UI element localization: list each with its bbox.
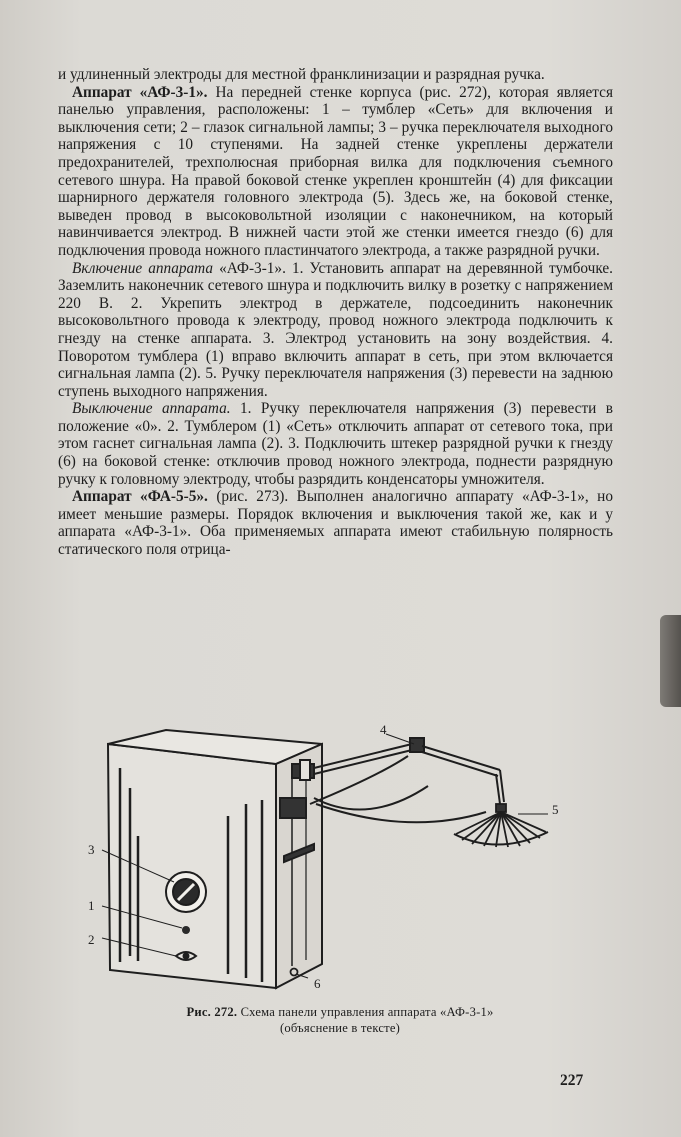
paragraph xyxy=(58,400,613,488)
voltage-switch-knob xyxy=(166,872,206,912)
figure-caption xyxy=(80,1004,600,1036)
paragraph-run: На передней стенке корпуса (рис. 272), которая является панелью управления, расположены: 1 – тумблер «Сеть» для включения и выключения сети; 2 – глазок сигнальной лампы; 3 – ручка переключателя выходного напряжения с 10 ступенями. На задней стенке укреплены держатели предохранителей, трехполюсная приборная вилка для подключения съемного сетевого шнура. На правой боковой стенке укреплен кронштейн (4) для фиксации шарнирного держателя головного электрода (5). Здесь же, на боковой стенке, выведен провод в высоковольтной изоляции с наконечником, на который навинчивается электрод. В нижней части этой же стенки имеется гнездо (6) для подключения провода ножного пластинчатого электрода, а также разрядной ручки. xyxy=(58,83,613,259)
label-1: 1 xyxy=(88,898,95,913)
label-3: 3 xyxy=(88,842,95,857)
label-2: 2 xyxy=(88,932,95,947)
mains-toggle xyxy=(182,926,190,934)
caption-title: Схема панели управления аппарата «АФ-3-1» xyxy=(240,1005,494,1019)
label-6: 6 xyxy=(314,976,321,991)
paragraph xyxy=(58,260,613,401)
paragraph xyxy=(58,66,613,84)
label-4: 4 xyxy=(380,722,387,737)
paragraph-run: 1. Ручку переключателя напряжения (3) перевести в положение «0». 2. Тумблером (1) «Сеть» отключить аппарат от сетевого тока, при этом гаснет сигнальная лампа (2). 3. Подключить штекер разрядной ручки к гнезду (6) на боковой стенке: отключив провод ножного электрода, поднести разрядную ручку к головному электроду, чтобы разрядить конденсаторы умножителя. xyxy=(58,400,613,488)
device-front-panel xyxy=(108,730,322,988)
body-text xyxy=(58,66,613,559)
paragraph-run: Включение аппарата xyxy=(72,259,214,277)
paragraph xyxy=(58,488,613,558)
paragraph-run: Аппарат «АФ-3-1». xyxy=(72,83,208,101)
label-5: 5 xyxy=(552,802,559,817)
figure-272-device-schematic xyxy=(78,716,578,1006)
paragraph-run: Выключение аппарата. xyxy=(72,400,231,418)
thumb-index-tab xyxy=(660,615,681,707)
page-number: 227 xyxy=(560,1072,584,1089)
head-electrode-brush xyxy=(454,804,548,847)
caption-number: Рис. 272. xyxy=(186,1005,238,1019)
paragraph xyxy=(58,84,613,260)
paragraph-run: «АФ-3-1». 1. Установить аппарат на деревянной тумбочке. Заземлить наконечник сетевого шнура и подключить вилку в розетку с напряжением 220 В. 2. Укрепить электрод в держателе, подсоединить наконечник высоковольтного провода к электроду, провод ножного электрода подключить к гнезду на стенке аппарата. 3. Электрод установить на зону воздействия. 4. Поворотом тумблера (1) вправо включить аппарат в сеть, при этом включается сигнальная лампа (2). 5. Ручку переключателя напряжения (3) перевести на заднюю ступень выходного напряжения. xyxy=(58,259,613,400)
paragraph-run: (рис. 273). Выполнен аналогично аппарату «АФ-3-1», но имеет меньшие размеры. Порядок включения и выключения такой же, как и у аппарата «АФ-3-1». Оба применяемых аппарата имеют стабильную полярность статического поля отрица- xyxy=(58,488,613,559)
caption-subtitle: (объяснение в тексте) xyxy=(279,1021,401,1035)
paragraph-run: и удлиненный электроды для местной франклинизации и разрядная ручка. xyxy=(58,66,545,83)
paragraph-run: Аппарат «ФА-5-5». xyxy=(72,488,208,506)
